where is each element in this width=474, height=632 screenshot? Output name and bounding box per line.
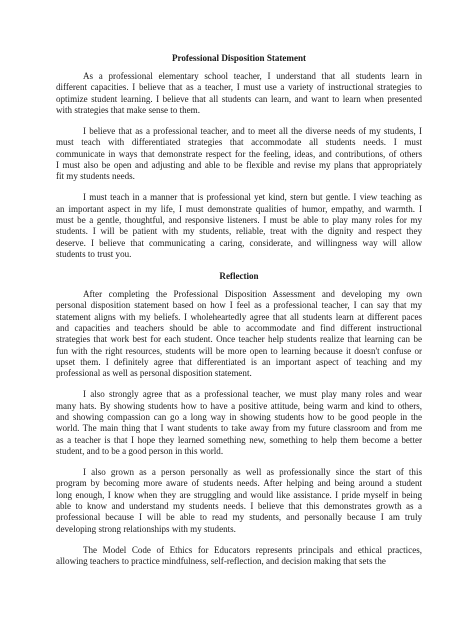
reflection-section: [56, 289, 422, 567]
paragraph: [56, 467, 422, 535]
text-line: must be a gentle, thoughtful, and responsive listeners. I must be able to play many roles for my: [56, 214, 422, 225]
text-line: statement aligns with my beliefs. I wholeheartedly agree that all students learn at different paces: [56, 311, 422, 322]
text-line: different capacities. I believe that as a teacher, I must use a variety of instructional strategies to: [56, 82, 422, 93]
text-line: I also strongly agree that as a professional teacher, we must play many roles and wear: [83, 389, 422, 400]
text-line: with strategies that make sense to them.: [56, 105, 200, 116]
text-line: professional because I will be able to read my students, and personally because I am truly: [56, 512, 422, 523]
text-line: optimize student learning. I believe that all students can learn, and want to learn when presented: [56, 93, 422, 104]
text-line: world. The main thing that I want students to take away from my future classroom and from me: [56, 423, 422, 434]
text-line: must teach with differentiated strategies that accommodate all students needs. I must: [56, 137, 422, 148]
text-line: upset them. I definitely agree that differentiated is an important aspect of teaching and my: [56, 357, 422, 367]
text-line: I must teach in a manner that is professional yet kind, stern but gentle. I view teaching as: [83, 192, 422, 203]
text-line: developing strong relationships with my students.: [56, 523, 236, 534]
text-line: many hats. By showing students how to have a positive attitude, being warm and kind to others,: [56, 400, 422, 411]
text-line: deserve. I believe that communicating a caring, considerate, and willingness way will allow: [56, 237, 422, 248]
text-line: able to know and understand my students needs. I believe that this demonstrates growth as a: [56, 500, 422, 511]
text-line: long enough, I know when they are struggling and would like assistance. I pride myself in being: [56, 489, 422, 500]
reflection-heading: Reflection: [219, 270, 259, 281]
paragraph: [56, 389, 422, 457]
text-line: and showing compassion can go a long way in showing students how to be good people in the: [56, 411, 422, 422]
text-line: communicate in ways that demonstrate respect for the feeling, ideas, and contributions, of others: [56, 148, 422, 159]
text-line: as a teacher is that I hope they learned something new, something to help them become a better: [56, 434, 422, 445]
document-body: [56, 52, 422, 577]
text-line: I must also be open and adjusting and able to be flexible and revise my plans that appropriately: [56, 160, 422, 170]
text-line: personal disposition statement based on how I feel as a professional teacher, I can say that my: [56, 300, 422, 311]
text-line: fun with the right resources, students will be more open to learning because it doesn't confuse or: [56, 345, 422, 356]
text-line: The Model Code of Ethics for Educators represents principals and ethical practices,: [83, 544, 422, 555]
paragraph: [56, 126, 422, 183]
text-line: I also grown as a person personally as well as professionally since the start of this: [83, 466, 422, 477]
text-line: student, and to be a good person in this world.: [56, 446, 224, 456]
text-line: students to trust you.: [56, 249, 132, 259]
text-line: and capacities and teachers should be able to accommodate and find different instructional: [56, 322, 422, 333]
text-line: strategies that work best for each student. Once teacher help students realize that learning can be: [56, 334, 422, 345]
paragraph: [56, 289, 422, 380]
text-line: After completing the Professional Disposition Assessment and developing my own: [83, 288, 422, 299]
paragraph: [56, 71, 422, 116]
text-line: program by becoming more aware of students needs. After helping and being around a student: [56, 478, 422, 489]
text-line: allowing teachers to practice mindfulness, self-reflection, and decision making that sets the: [56, 555, 386, 566]
paragraph: [56, 545, 422, 568]
disposition-statement-section: [56, 71, 422, 260]
text-line: professional as well as personal disposition statement.: [56, 368, 252, 379]
document-title: Professional Disposition Statement: [171, 53, 307, 63]
text-line: an important aspect in my life, I must demonstrate qualities of humor, empathy, and warmth. I: [56, 203, 422, 214]
text-line: fit my students needs.: [56, 171, 135, 182]
text-line: As a professional elementary school teacher, I understand that all students learn in: [83, 71, 422, 81]
text-line: students. I will be patient with my students, reliable, treat with the dignity and respect they: [56, 226, 422, 237]
paragraph: [56, 192, 422, 260]
text-line: I believe that as a professional teacher, and to meet all the diverse needs of my students, I: [83, 125, 422, 136]
